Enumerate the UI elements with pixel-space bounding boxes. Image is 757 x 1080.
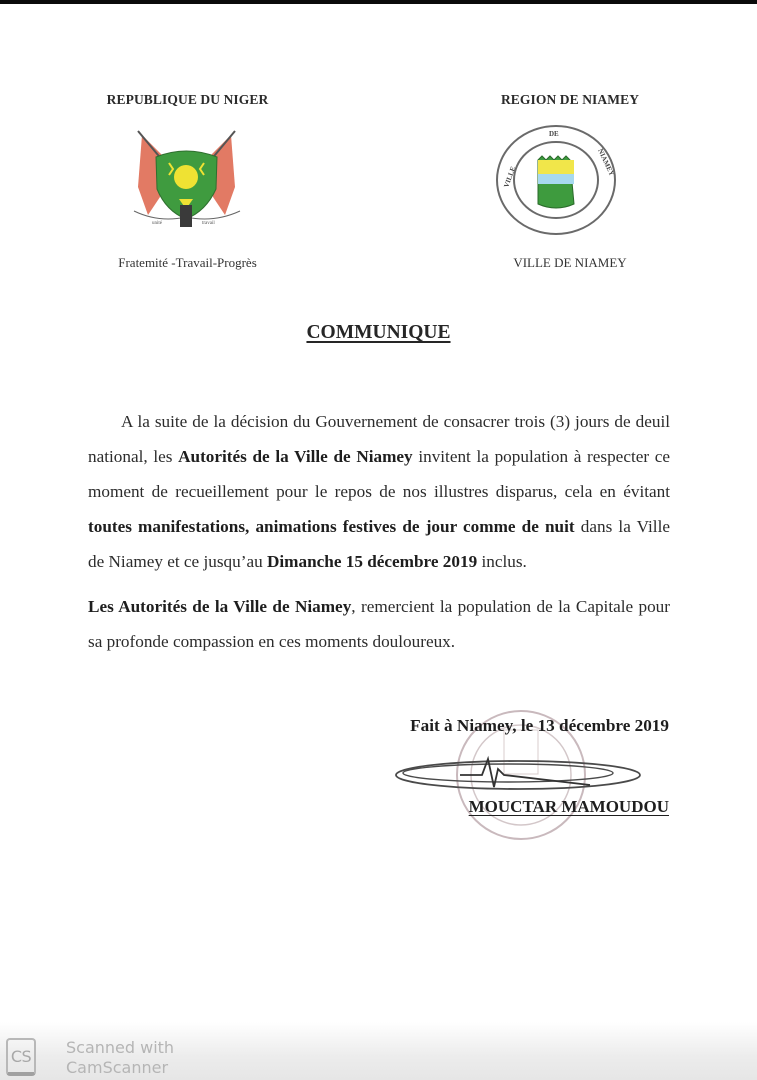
document-title: COMMUNIQUE — [306, 322, 451, 343]
watermark-text: Scanned with CamScanner — [66, 1038, 175, 1077]
region-title: REGION DE NIAMEY — [500, 92, 640, 107]
national-motto: Fratemité -Travail-Progrès — [118, 255, 257, 270]
signature-icon — [390, 745, 650, 805]
camscanner-logo-icon: CS — [6, 1038, 36, 1076]
header-right — [470, 92, 670, 108]
city-name: VILLE DE NIAMEY — [513, 255, 627, 270]
paragraph-1: A la suite de la décision du Gouvernement de consacrer trois (3) jours de deuil national, les Autorités de la Ville de Niamey invitent la population à respecter ce moment de recueillement pour le repos de nos illustres disparus, cela en évitant toutes manifestations, animations festives de jour comme de nuit dans la Ville de Niamey et ce jusqu’au Dimanche 15 décembre 2019 inclus. — [88, 412, 670, 571]
svg-text:unité: unité — [152, 221, 162, 226]
svg-text:NIAMEY: NIAMEY — [596, 147, 616, 178]
svg-text:travail: travail — [202, 221, 215, 226]
header-left — [80, 92, 295, 108]
signatory-name: MOUCTAR MAMOUDOU — [468, 797, 669, 816]
top-border — [0, 0, 757, 4]
paragraph-2: Les Autorités de la Ville de Niamey, remercient la population de la Capitale pour sa profonde compassion en ces moments douloureux. — [88, 597, 670, 651]
coat-of-arms-icon — [124, 127, 249, 232]
svg-text:DE: DE — [549, 130, 559, 138]
scanner-watermark — [0, 1022, 757, 1080]
city-seal-icon — [494, 122, 618, 238]
place-and-date: Fait à Niamey, le 13 décembre 2019 — [410, 716, 669, 735]
country-title: REPUBLIQUE DU NIGER — [106, 92, 269, 107]
document-body — [88, 404, 670, 659]
svg-text:VILLE: VILLE — [502, 165, 518, 189]
